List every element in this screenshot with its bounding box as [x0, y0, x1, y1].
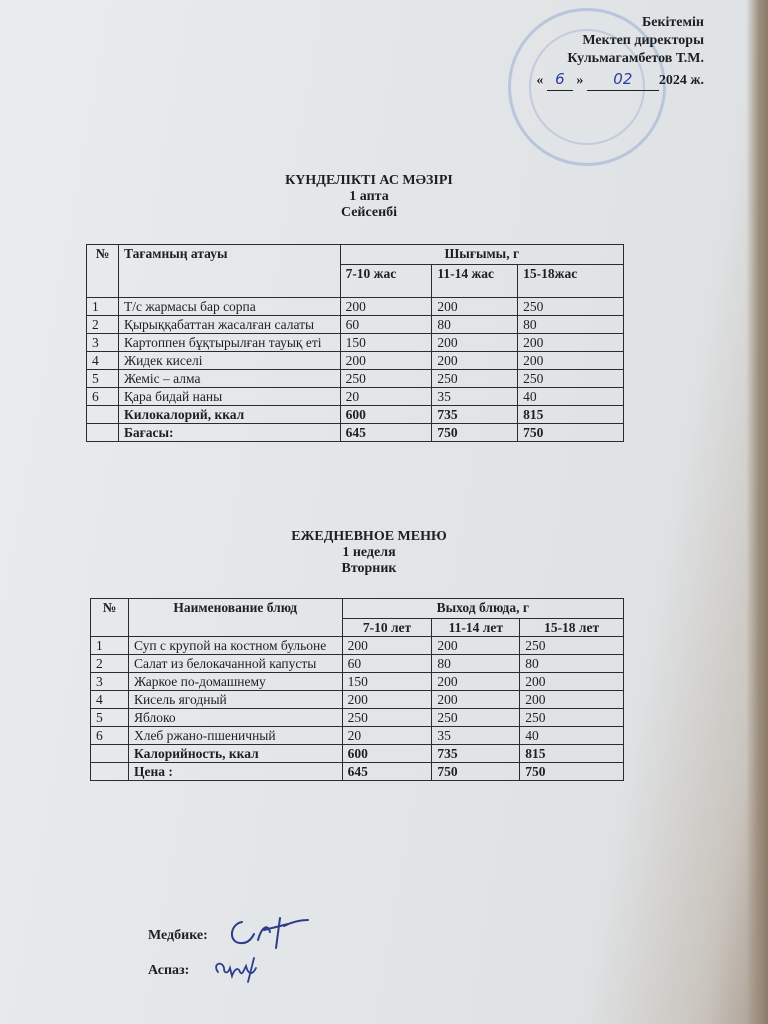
dish-name: Суп с крупой на костном бульоне [128, 637, 342, 655]
kz-price-row: Бағасы: 645 750 750 [87, 424, 624, 442]
ru-header-row [91, 599, 624, 619]
ru-heading [0, 529, 768, 577]
kz-day: Сейсенбі [340, 205, 398, 220]
approval-date-year: 2024 ж. [658, 73, 704, 88]
ru-week: 1 неделя [342, 545, 396, 560]
ru-title: ЕЖЕДНЕВНОЕ МЕНЮ [291, 529, 447, 544]
kz-calories-row: Килокалорий, ккал 600 735 815 [87, 406, 624, 424]
dish-name: Жидек киселі [118, 352, 340, 370]
cook-signature-label: Аспаз: [148, 963, 190, 978]
table-row: 6 Қара бидай наны 20 35 40 [87, 388, 624, 406]
table-row: 3 Жаркое по-домашнему 150 200 200 [91, 673, 624, 691]
kz-header-age1: 7-10 жас [340, 265, 432, 298]
dish-name: Жеміс – алма [118, 370, 340, 388]
kz-menu-table [86, 244, 624, 442]
table-row: 2 Салат из белокачанной капусты 60 80 80 [91, 655, 624, 673]
approval-position: Мектеп директоры [582, 33, 704, 48]
approval-date: « 6 » 02 2024 ж. [536, 70, 704, 91]
kz-heading [0, 173, 768, 221]
dish-name: Хлеб ржано-пшеничный [128, 727, 342, 745]
kz-header-yield: Шығымы, г [340, 245, 623, 265]
dish-name: Салат из белокачанной капусты [128, 655, 342, 673]
dish-name: Картоппен бұқтырылған тауық еті [118, 334, 340, 352]
ru-header-yield: Выход блюда, г [342, 599, 623, 619]
ru-day: Вторник [341, 561, 397, 576]
kz-header-num: № [87, 245, 119, 298]
kz-header-age2: 11-14 жас [432, 265, 518, 298]
ru-price-label: Цена : [128, 763, 342, 781]
cook-signature [208, 948, 272, 984]
table-row: 4 Кисель ягодный 200 200 200 [91, 691, 624, 709]
nurse-signature-label: Медбике: [148, 928, 208, 943]
approval-block [536, 14, 704, 91]
table-row: 1 Суп с крупой на костном бульоне 200 200 250 [91, 637, 624, 655]
kz-header-row [87, 245, 624, 265]
ru-header-age3: 15-18 лет [520, 619, 624, 637]
ru-header-name: Наименование блюд [128, 599, 342, 637]
ru-header-age2: 11-14 лет [432, 619, 520, 637]
kz-week: 1 апта [349, 189, 389, 204]
ru-calories-row: Калорийность, ккал 600 735 815 [91, 745, 624, 763]
table-row: 6 Хлеб ржано-пшеничный 20 35 40 [91, 727, 624, 745]
table-row: 2 Қырыққабаттан жасалған салаты 60 80 80 [87, 316, 624, 334]
dish-name: Кисель ягодный [128, 691, 342, 709]
approval-director-name: Кульмагамбетов Т.М. [567, 51, 704, 66]
ru-menu-table [90, 598, 624, 781]
dish-name: Яблоко [128, 709, 342, 727]
kz-header-age3: 15-18жас [518, 265, 624, 298]
kz-price-label: Бағасы: [118, 424, 340, 442]
kz-calories-label: Килокалорий, ккал [118, 406, 340, 424]
nurse-signature [224, 912, 314, 952]
ru-header-num: № [91, 599, 129, 637]
dish-name: Т/с жармасы бар сорпа [118, 298, 340, 316]
table-row: 5 Жеміс – алма 250 250 250 [87, 370, 624, 388]
table-row: 4 Жидек киселі 200 200 200 [87, 352, 624, 370]
page-edge-shadow [746, 0, 768, 1024]
dish-name: Қырыққабаттан жасалған салаты [118, 316, 340, 334]
approval-date-day: 6 [555, 70, 565, 88]
kz-title: КҮНДЕЛІКТІ АС МӘЗІРІ [285, 173, 453, 188]
dish-name: Жаркое по-домашнему [128, 673, 342, 691]
table-row: 3 Картоппен бұқтырылған тауық еті 150 200 200 [87, 334, 624, 352]
ru-price-row: Цена : 645 750 750 [91, 763, 624, 781]
approval-date-month: 02 [613, 70, 633, 88]
approval-title: Бекітемін [641, 15, 704, 30]
table-row: 1 Т/с жармасы бар сорпа 200 200 250 [87, 298, 624, 316]
ru-calories-label: Калорийность, ккал [128, 745, 342, 763]
table-row: 5 Яблоко 250 250 250 [91, 709, 624, 727]
dish-name: Қара бидай наны [118, 388, 340, 406]
kz-header-name: Тағамның атауы [118, 245, 340, 298]
ru-header-age1: 7-10 лет [342, 619, 432, 637]
